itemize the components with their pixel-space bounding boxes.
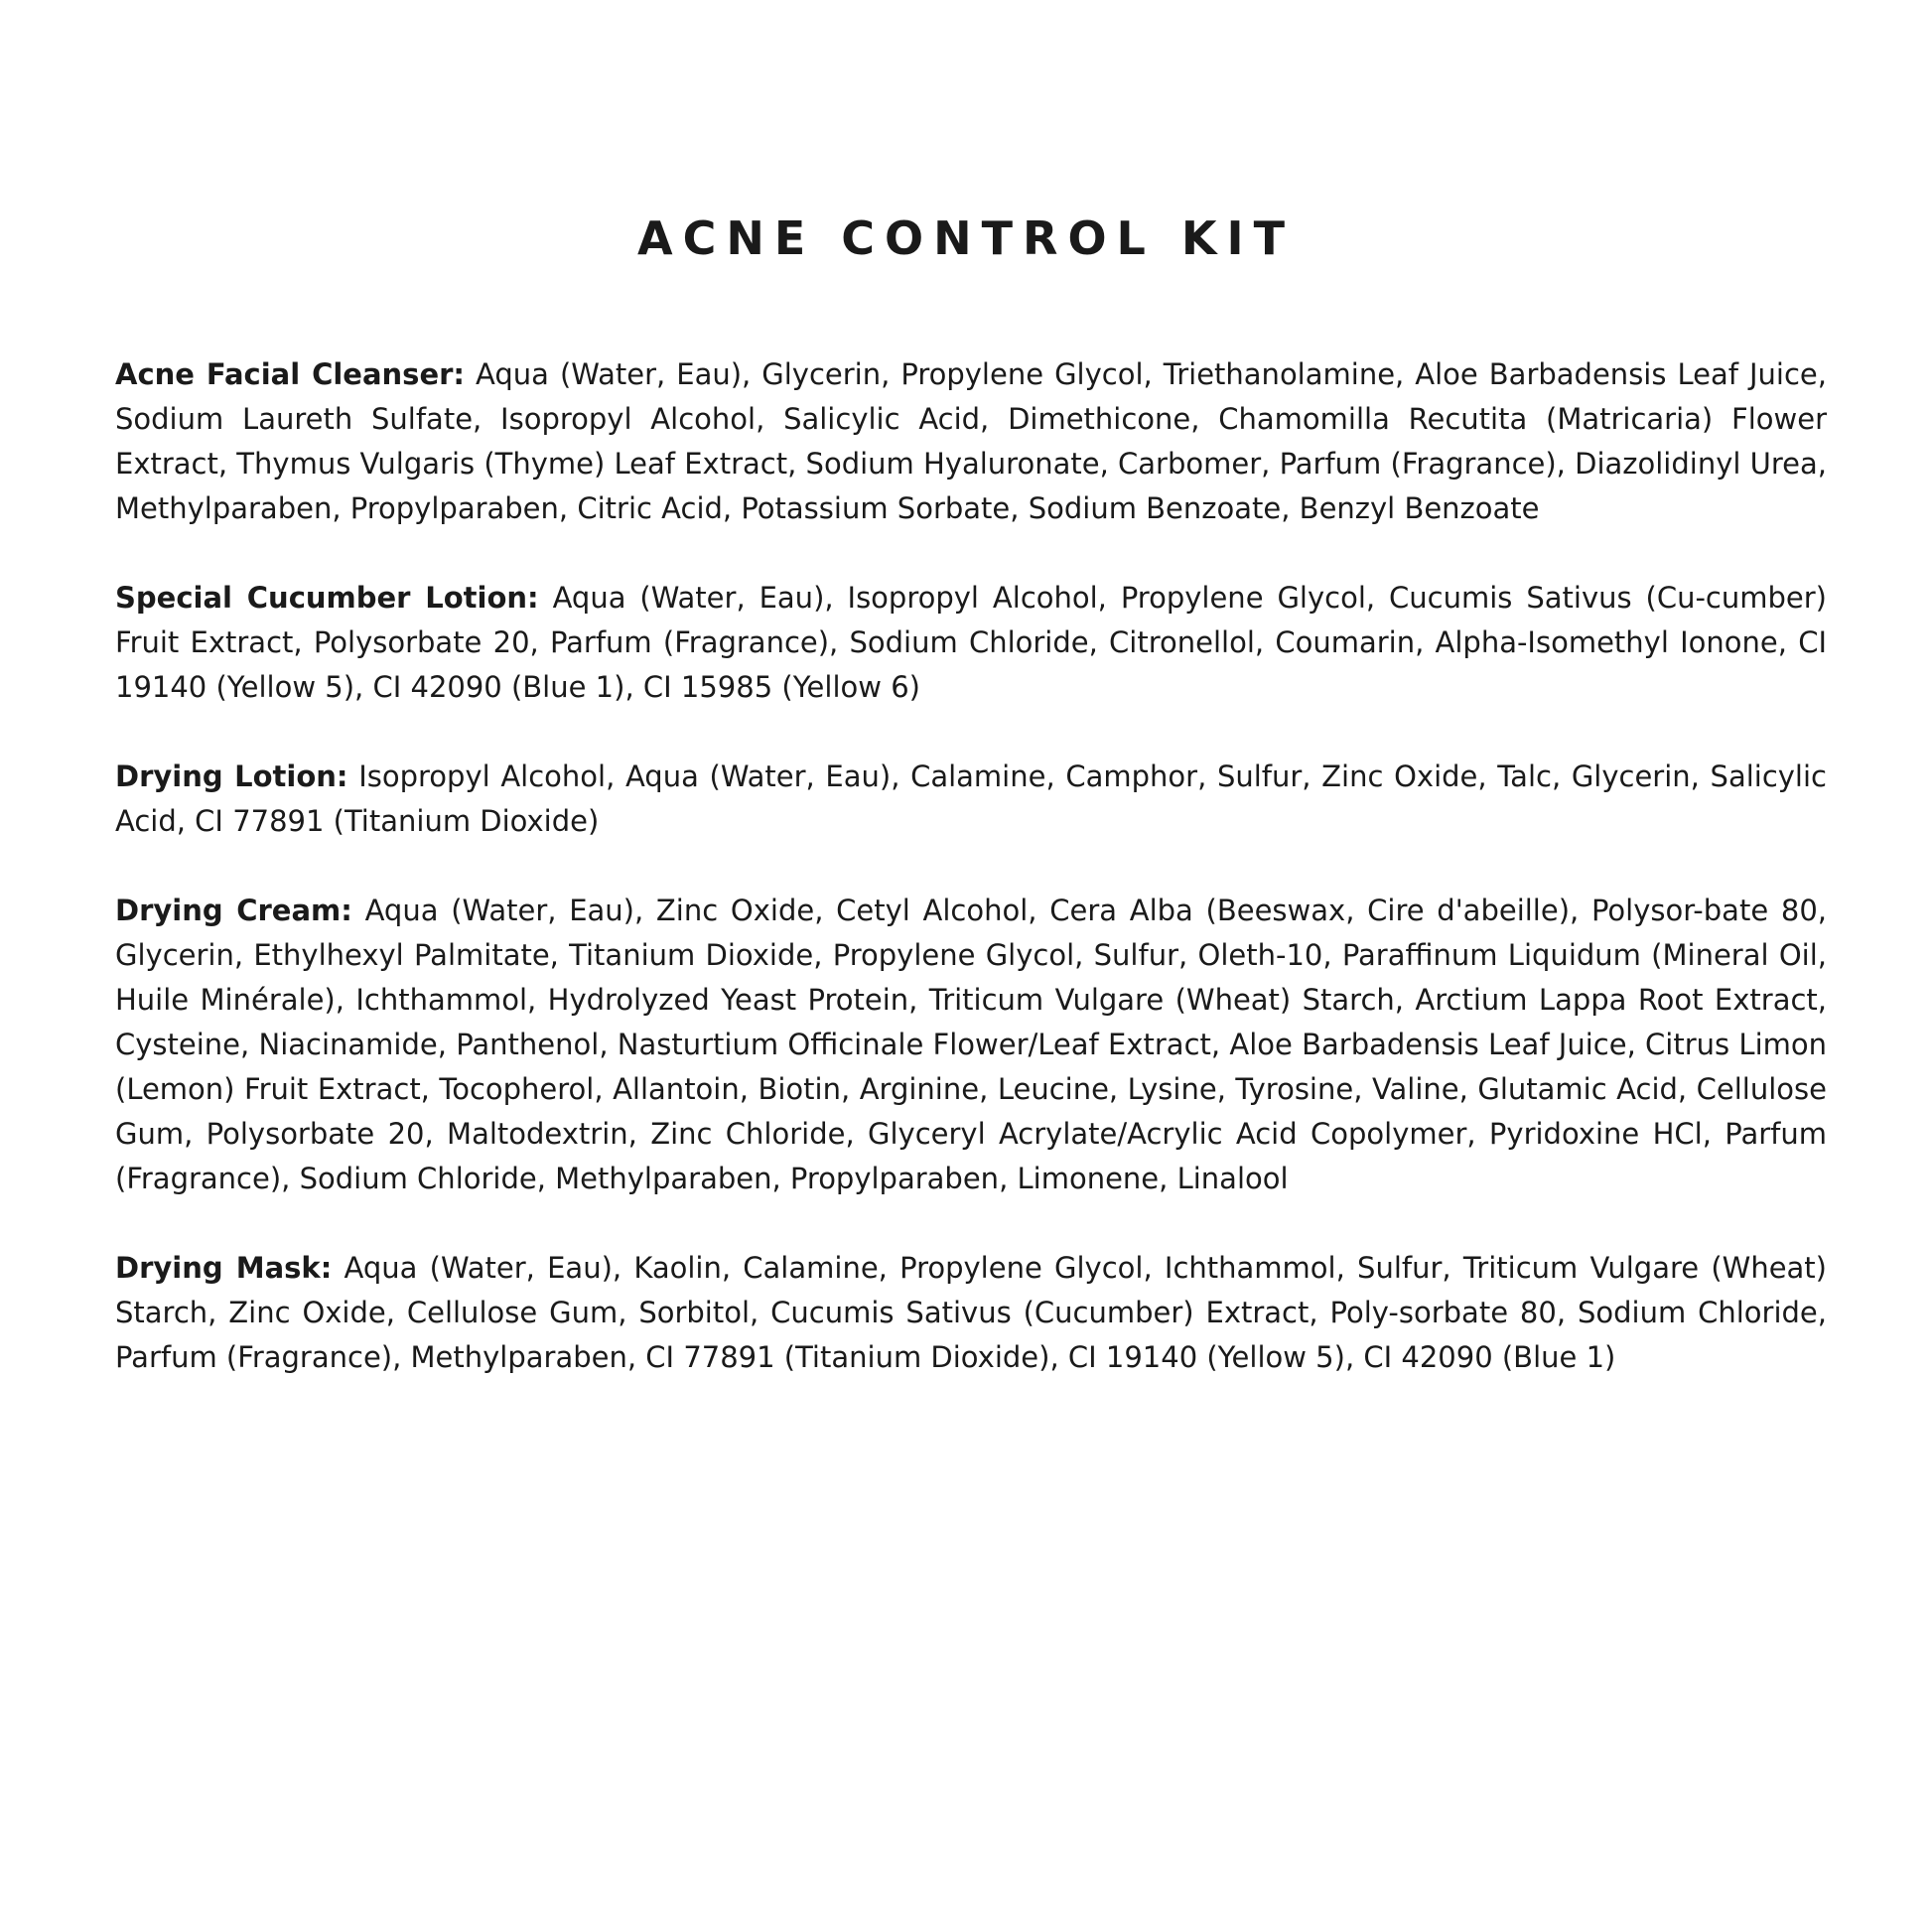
section-ingredients: Aqua (Water, Eau), Zinc Oxide, Cetyl Alcohol, Cera Alba (Beeswax, Cire d'abeille), Polysor-bate 80, Glycerin, Ethylhexyl Palmitate, Titanium Dioxide, Propylene Glycol, Sulfur, Oleth-10, Paraffinum Liquidum (Mineral Oil, Huile Minérale), Ichthammol, Hydrolyzed Yeast Protein, Triticum Vulgare (Wheat) Starch, Arctium Lappa Root Extract, Cysteine, Niacinamide, Panthenol, Nasturtium Officinale Flower/Leaf Extract, Aloe Barbadensis Leaf Juice, Citrus Limon (Lemon) Fruit Extract, Tocopherol, Allantoin, Biotin, Arginine, Leucine, Lysine, Tyrosine, Valine, Glutamic Acid, Cellulose Gum, Polysorbate 20, Maltodextrin, Zinc Chloride, Glyceryl Acrylate/Acrylic Acid Copolymer, Pyridoxine HCl, Parfum (Fragrance), Sodium Chloride, Methylparaben, Propylparaben, Limonene, Linalool bbox=[115, 894, 1828, 1195]
section-ingredients: Isopropyl Alcohol, Aqua (Water, Eau), Calamine, Camphor, Sulfur, Zinc Oxide, Talc, Glycerin, Salicylic Acid, CI 77891 (Titanium Dioxide) bbox=[115, 759, 1827, 838]
section-label: Drying Mask: bbox=[115, 1251, 333, 1285]
section-drying-cream bbox=[115, 889, 1827, 1201]
section-ingredients: Aqua (Water, Eau), Glycerin, Propylene Glycol, Triethanolamine, Aloe Barbadensis Leaf Juice, Sodium Laureth Sulfate, Isopropyl Alcohol, Salicylic Acid, Dimethicone, Chamomilla Recutita (Matricaria) Flower Extract, Thymus Vulgaris (Thyme) Leaf Extract, Sodium Hyaluronate, Carbomer, Parfum (Fragrance), Diazolidinyl Urea, Methylparaben, Propylparaben, Citric Acid, Potassium Sorbate, Sodium Benzoate, Benzyl Benzoate bbox=[115, 357, 1827, 525]
section-special-cucumber-lotion bbox=[115, 576, 1827, 710]
section-ingredients: Aqua (Water, Eau), Kaolin, Calamine, Propylene Glycol, Ichthammol, Sulfur, Triticum Vulgare (Wheat) Starch, Zinc Oxide, Cellulose Gum, Sorbitol, Cucumis Sativus (Cucumber) Extract, Poly-sorbate 80, Sodium Chloride, Parfum (Fragrance), Methylparaben, CI 77891 (Titanium Dioxide), CI 19140 (Yellow 5), CI 42090 (Blue 1) bbox=[115, 1251, 1827, 1374]
section-drying-mask bbox=[115, 1246, 1827, 1380]
section-ingredients: Aqua (Water, Eau), Isopropyl Alcohol, Propylene Glycol, Cucumis Sativus (Cu-cumber) Fruit Extract, Polysorbate 20, Parfum (Fragrance), Sodium Chloride, Citronellol, Coumarin, Alpha-Isomethyl Ionone, CI 19140 (Yellow 5), CI 42090 (Blue 1), CI 15985 (Yellow 6) bbox=[115, 581, 1827, 704]
section-label: Special Cucumber Lotion: bbox=[115, 581, 539, 615]
section-label: Drying Cream: bbox=[115, 894, 352, 927]
section-label: Acne Facial Cleanser: bbox=[115, 357, 466, 391]
section-drying-lotion bbox=[115, 755, 1827, 844]
ingredients-list bbox=[115, 352, 1827, 1425]
section-label: Drying Lotion: bbox=[115, 759, 348, 793]
section-acne-facial-cleanser bbox=[115, 352, 1827, 531]
page-title: ACNE CONTROL KIT bbox=[636, 211, 1296, 265]
